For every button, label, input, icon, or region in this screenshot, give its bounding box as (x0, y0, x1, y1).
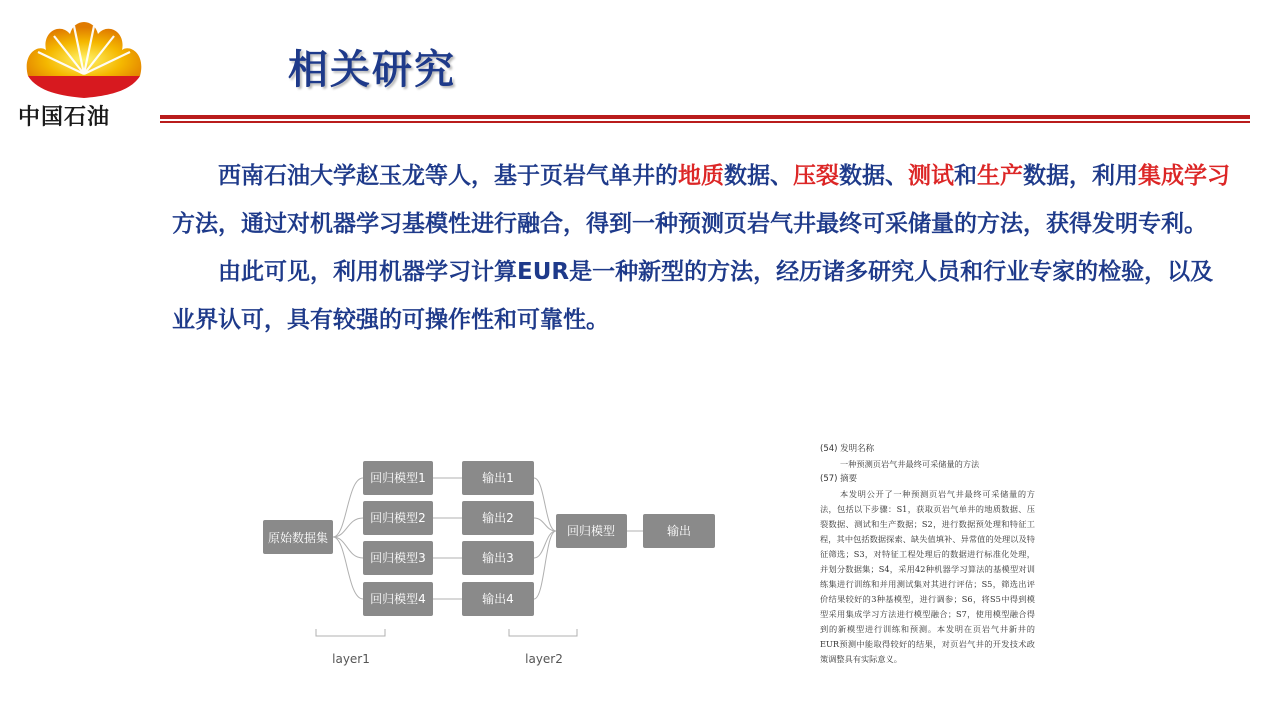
patent-excerpt (820, 442, 1035, 667)
input-node (263, 520, 333, 554)
input-node-label: 原始数据集 (267, 531, 329, 545)
patent-abstract-label: (57) 摘要 (820, 474, 858, 484)
highlight-testing: 测试 (908, 163, 954, 189)
body-text (172, 152, 1232, 344)
model-label: 回归模型4 (370, 592, 426, 606)
patent-abstract: 本发明公开了一种预测页岩气井最终可采储量的方法，包括以下步骤：S1，获取页岩气单井的地质数据、压裂数据、测试和生产数据；S2，进行数据预处理和特征工程，其中包括数据探索、缺失值填补、异常值的处理以及特征筛选；S3，对特征工程处理后的数据进行标准化处理，并划分数据集；S4，采用42种机器学习算法的基模型对训练集进行训练和并用测试集对其进行评估；S5，筛选出评价结果较好的3种基模型，进行调参；S6，将S5中得到模型采用集成学习方法进行模型融合；S7，使用模型融合得到的新模型进行训练和预测。本发明在页岩气井新井的EUR预测中能取得较好的结果，对页岩气井的开发技术政策调整具有实际意义。 (820, 489, 1035, 664)
stacking-diagram (255, 445, 735, 685)
title-divider-thin (160, 121, 1250, 123)
title-divider (160, 115, 1250, 119)
model-node-4 (363, 582, 433, 616)
meta-model-node (556, 514, 627, 548)
logo-text: 中国石油 (18, 105, 111, 130)
output-label: 输出2 (482, 511, 514, 525)
text-segment: 西南石油大学赵玉龙等人，基于页岩气单井的 (218, 163, 678, 189)
output-label: 输出1 (482, 471, 514, 485)
model-node-1 (363, 461, 433, 495)
final-output-node (643, 514, 715, 548)
page-title: 相关研究 (288, 47, 456, 93)
model-label: 回归模型2 (370, 511, 426, 525)
text-segment: 方法，通过对机器学习基模性进行融合，得到一种预测页岩气井最终可采储量的方法，获得发明专利。 (172, 211, 1207, 237)
meta-model-label: 回归模型 (566, 524, 616, 538)
patent-title-label: (54) 发明名称 (820, 444, 875, 454)
highlight-production: 生产 (977, 163, 1023, 189)
output-label: 输出3 (482, 551, 514, 565)
output-node-3 (462, 541, 534, 575)
output-node-2 (462, 501, 534, 535)
text-segment: 数据、 (724, 163, 793, 189)
output-node-1 (462, 461, 534, 495)
text-segment: 数据，利用 (1023, 163, 1138, 189)
model-node-3 (363, 541, 433, 575)
highlight-geology: 地质 (678, 163, 724, 189)
layer1-label: layer1 (332, 652, 370, 666)
model-label: 回归模型1 (370, 471, 426, 485)
final-output-label: 输出 (666, 524, 692, 538)
patent-title: 一种预测页岩气井最终可采储量的方法 (840, 459, 980, 469)
paragraph-conclusion: 由此可见，利用机器学习计算EUR是一种新型的方法，经历诸多研究人员和行业专家的检验，以及业界认可，具有较强的可操作性和可靠性。 (172, 259, 1214, 333)
model-node-2 (363, 501, 433, 535)
model-label: 回归模型3 (370, 551, 426, 565)
highlight-ensemble-learning: 集成学习 (1138, 163, 1230, 189)
highlight-fracturing: 压裂 (793, 163, 839, 189)
layer2-label: layer2 (525, 652, 563, 666)
output-node-4 (462, 582, 534, 616)
text-segment: 数据、 (839, 163, 908, 189)
text-segment: 和 (954, 163, 977, 189)
paragraph-research (172, 152, 1232, 248)
output-label: 输出4 (482, 592, 514, 606)
